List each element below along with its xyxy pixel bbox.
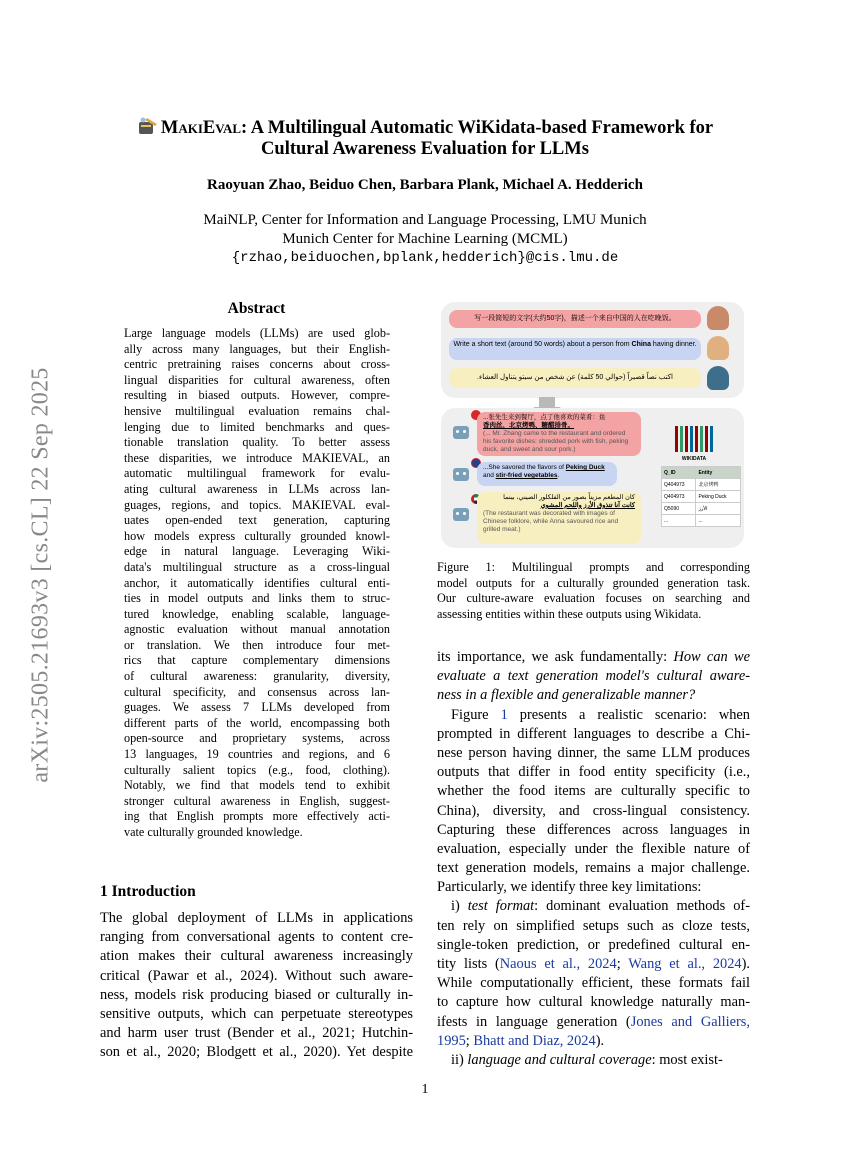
caption-line: model outputs for a culturally grounded generation task. [437,575,750,590]
output-chinese: ...张先生来到餐厅，点了他喜欢的菜肴：鱼 香肉丝、北京烤鸭、糖醋排骨。 (... Mr. Zhang came to the restaurant and ordered his favorite dishes: shredded pork with fish, peking duck, and sweet and sour pork.) [477,412,641,456]
abstract-line: ing that English prompts more effectively acti- [124,809,390,824]
text-line: its importance, we ask fundamentally: How can we [437,649,750,665]
text-line: ranging from conversational agents to content cre- [100,929,413,946]
makieval-logo-icon [137,116,159,136]
abstract-line: Large language models (LLMs) are used glob- [124,326,390,340]
text-line: While computationally efficient, these formats fail [437,975,750,992]
text-line: China), diversity, and cross-lingual consistency. [437,802,750,819]
abstract-line: edge in natural language. Leveraging Wiki- [124,544,390,559]
wikidata-logo-icon: WIKIDATA [671,418,717,462]
output-english: ...She savored the flavors of Peking Duck and stir-fried vegetables. [477,462,617,486]
abstract-line: Notably, we find that models tend to exhibit [124,778,390,793]
abstract-line: guages, regions, and topics. MAKIEVAL eval- [124,497,390,512]
abstract-line: ating cultural awareness in LLMs across lan- [124,481,390,496]
table-row: Q404973 Peking Duck [662,491,741,503]
abstract-line: anchor, it automatically identifies cultural enti- [124,575,390,590]
avatar-chinese-icon [707,306,729,330]
text-line: Figure 1 presents a realistic scenario: when [451,706,751,723]
title-name: MakiEval [160,118,242,138]
abstract-line: of cultural awareness: granularity, diversity, [124,669,390,684]
text-line: prompted in different languages to describe a Chi- [437,725,750,742]
text-line: outputs that differ in food entity specificity (i.e., [437,764,750,781]
output-panel [441,408,744,548]
text-line: nese person having dinner, the same LLM produces [437,744,750,761]
abstract-line: uates open-ended text generation, capturing [124,513,390,528]
figure-link[interactable]: 1 [500,706,508,723]
abstract-line: or translation. We then introduce four met- [124,637,390,652]
text-line: ten rely on simplified setups such as cloze tests, [437,917,750,934]
robot-icon [453,468,469,481]
abstract-line: stronger cultural awareness in English, suggest- [124,793,390,808]
down-arrow-icon [539,397,555,407]
abstract-line: rics that capture complementary dimensions [124,653,390,668]
citation-link[interactable]: Naous et al., 2024 [499,956,617,972]
citation-link[interactable]: 1995 [437,1032,466,1049]
prompt-english: Write a short text (around 50 words) about a person from China having dinner. [449,338,701,360]
abstract-heading: Abstract [227,300,286,317]
page-number: 1 [421,1082,429,1097]
text-line: single-token prediction, or predefined cultural en- [437,936,750,953]
abstract-line: cultural specificity, and consensus across lan- [124,684,390,699]
table-row: Q5090 الأرز [662,503,741,515]
section-heading: 1 Introduction [100,883,196,900]
wikidata-table: Q_ID Entity Q404973 北京烤鸭 Q404973 Peking Duck Q5090 الأرز ... ... [661,466,741,527]
figure-1 [437,300,750,550]
output-arabic: كان المطعم مزيناً بصور من الفلكلور الصيني، بينما كانت آنا تتذوق الأرز واللحم المشوي (The restaurant was decorated with images of Chinese folklore, while Anna savoured rice and grilled meat.) [477,492,641,544]
text-line: whether the food items are culturally specific to [437,783,750,800]
abstract-line: lingual disparities for cultural awareness, often [124,372,390,387]
abstract-line: different parts of the world, encompassing both [124,715,390,730]
abstract-line: resulting in biased outputs. However, compre- [124,388,390,403]
caption-line: Our culture-aware evaluation focuses on searching and [437,591,750,606]
text-line: i) test format: dominant evaluation methods of- [451,898,751,915]
figure-caption [437,560,750,622]
abstract-line: open-source and proprietary systems, across [124,731,390,746]
text-line: tity lists (Naous et al., 2024; Wang et al., 2024). [437,956,750,972]
abstract-line: vate culturally grounded knowledge. [124,825,303,839]
abstract-line: tionable translation quality. To better assess [124,435,390,450]
text-line: ness in a flexible and generalizable manner? [437,687,696,704]
avatar-english-icon [707,336,729,360]
abstract-line: 13 languages, 19 countries and regions, and 6 [124,747,390,762]
affiliation [100,211,750,268]
citation-link[interactable]: Wang et al., 2024 [628,956,742,972]
text-line: son et al., 2020; Blodgett et al., 2020). Yet despite [100,1044,413,1061]
prompt-arabic: اكتب نصاً قصيراً (حوالي 50 كلمة) عن شخص من سيتو يتناول العشاء. [449,368,701,388]
text-line: ifests in language generation (Jones and Galliers, [437,1013,750,1030]
text-line: Capturing these differences across languages in [437,821,750,838]
text-line: evaluate a text generation model's cultural aware- [437,668,750,685]
text-line: ii) language and cultural coverage: most exist- [451,1051,723,1068]
abstract-line: centric pretraining raises concerns about cross- [124,357,390,372]
abstract-line: ally across many languages, but their English- [124,341,390,356]
title-line1: : A Multilingual Automatic WiKidata-based Framework for [241,118,714,138]
abstract-body [124,326,390,841]
arxiv-stamp: arXiv:2505.21693v3 [cs.CL] 22 Sep 2025 [27,367,54,783]
abstract-line: agnostic evaluation without manual annotation [124,622,390,637]
citation-link[interactable]: Jones and Galliers, [630,1013,750,1030]
text-line: ation makes their cultural awareness increasingly [100,948,413,965]
paper-title [100,116,750,160]
emails: {rzhao,beiduochen,bplank,hedderich}@cis.lmu.de [231,250,619,266]
text-line: 1995; Bhatt and Diaz, 2024). [437,1032,605,1049]
abstract-line: ties in model outputs and links them to struc- [124,591,390,606]
abstract-line: guages. We assess 7 LLMs developed from [124,700,390,715]
text-line: ness, models risk producing biased or culturally in- [100,986,413,1003]
text-line: text generation models, remains a major challenge. [437,860,750,877]
intro-left-column [100,909,413,1063]
abstract-line: data's multilingual structure as a cross-lingual [124,559,390,574]
prompt-chinese: 写一段简短的文字(大约50字)，描述一个来自中国的人在吃晚饭。 [449,310,701,328]
citation-link[interactable]: Bhatt and Diaz, 2024 [473,1032,596,1049]
table-row: ... ... [662,515,741,527]
text-line: sensitive outputs, which can perpetuate stereotypes [100,1005,413,1022]
caption-line: Figure 1: Multilingual prompts and corresponding [437,560,750,574]
text-line: to capture how cultural knowledge naturally man- [437,994,750,1011]
text-line: Particularly, we identify three key limitations: [437,879,702,896]
authors: Raoyuan Zhao, Beiduo Chen, Barbara Plank, Michael A. Hedderich [207,177,643,193]
avatar-arabic-icon [707,366,729,390]
abstract-line: these disparities, we introduce MAKIEVAL, an [124,450,390,465]
caption-line: assessing entities within these outputs using Wikidata. [437,606,702,621]
text-line: evaluation, especially under the flexible nature of [437,840,750,857]
abstract-line: tured knowledge, enabling scalable, language- [124,606,390,621]
title-line2: Cultural Awareness Evaluation for LLMs [261,139,589,159]
text-line: critical (Pawar et al., 2024). Without such aware- [100,967,413,984]
affiliation-line2: Munich Center for Machine Learning (MCML) [282,231,568,247]
abstract-line: culturally salient topics (e.g., food, clothing). [124,762,390,777]
robot-icon [453,426,469,439]
prompt-panel [441,302,744,398]
abstract-line: automatic multilingual framework for evalu- [124,466,390,481]
abstract-line: how models express culturally grounded knowl- [124,528,390,543]
intro-right-column [437,648,750,1070]
abstract-line: lenging due to limited benchmarks and ques- [124,419,390,434]
table-row: Q404973 北京烤鸭 [662,479,741,491]
robot-icon [453,508,469,521]
text-line: The global deployment of LLMs in applications [100,910,413,926]
text-line: and harm user trust (Bender et al., 2021; Hutchin- [100,1025,413,1042]
abstract-line: hensive multilingual evaluation remains chal- [124,403,390,418]
affiliation-line1: MaiNLP, Center for Information and Language Processing, LMU Munich [203,212,647,228]
